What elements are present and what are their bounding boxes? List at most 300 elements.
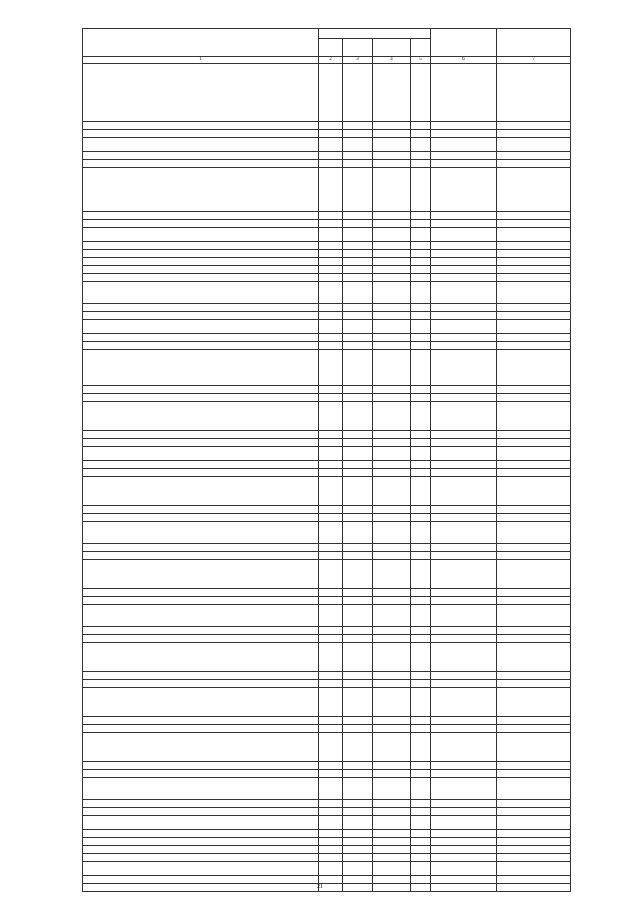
row-grbs-code [319,258,343,266]
column-number-6: 6 [431,57,497,64]
table-row [83,266,571,274]
row-expense-type-code [411,862,431,876]
row-expense-type-code [411,394,431,402]
row-expense-type-code [411,514,431,522]
row-grbs-code [319,514,343,522]
row-description [83,522,319,544]
row-description [83,854,319,862]
row-description [83,643,319,672]
row-section-code [343,560,373,589]
row-expense-type-code [411,228,431,242]
header-volume-2017 [497,29,571,57]
row-grbs-code [319,854,343,862]
row-volume-2016 [431,212,497,220]
header-volume-2016 [431,29,497,57]
row-volume-2017 [497,808,571,816]
row-description [83,266,319,274]
row-grbs-code [319,320,343,334]
row-section-code [343,469,373,477]
row-target-code [373,830,411,838]
table-row [83,643,571,672]
row-description [83,160,319,168]
row-volume-2016 [431,477,497,506]
row-description [83,846,319,854]
table-body [83,64,571,892]
row-section-code [343,320,373,334]
row-section-code [343,477,373,506]
table-row [83,168,571,212]
row-volume-2016 [431,830,497,838]
row-volume-2017 [497,469,571,477]
row-expense-type-code [411,431,431,439]
row-section-code [343,672,373,680]
row-expense-type-code [411,522,431,544]
row-target-code [373,635,411,643]
row-description [83,274,319,282]
row-volume-2017 [497,854,571,862]
row-description [83,64,319,122]
row-section-code [343,544,373,552]
table-row [83,447,571,461]
row-expense-type-code [411,250,431,258]
row-section-code [343,830,373,838]
row-volume-2016 [431,589,497,597]
table-row [83,862,571,876]
row-volume-2016 [431,130,497,138]
table-row [83,160,571,168]
table-row [83,717,571,725]
row-section-code [343,862,373,876]
row-volume-2016 [431,597,497,605]
row-section-code [343,228,373,242]
row-expense-type-code [411,439,431,447]
row-target-code [373,643,411,672]
row-expense-type-code [411,212,431,220]
row-description [83,152,319,160]
row-volume-2016 [431,439,497,447]
row-description [83,838,319,846]
table-row [83,808,571,816]
row-grbs-code [319,506,343,514]
row-volume-2017 [497,597,571,605]
row-description [83,334,319,342]
row-expense-type-code [411,266,431,274]
table-row [83,402,571,431]
table-row [83,506,571,514]
row-volume-2017 [497,320,571,334]
row-expense-type-code [411,688,431,717]
row-expense-type-code [411,469,431,477]
row-grbs-code [319,672,343,680]
row-expense-type-code [411,846,431,854]
row-section-code [343,597,373,605]
header-number [83,29,319,57]
row-section-code [343,212,373,220]
row-volume-2017 [497,274,571,282]
row-description [83,552,319,560]
table-row [83,597,571,605]
row-volume-2016 [431,274,497,282]
row-section-code [343,152,373,160]
row-section-code [343,770,373,778]
row-volume-2016 [431,122,497,130]
row-grbs-code [319,220,343,228]
row-target-code [373,778,411,800]
row-volume-2016 [431,160,497,168]
row-description [83,122,319,130]
row-description [83,469,319,477]
row-grbs-code [319,168,343,212]
row-volume-2016 [431,402,497,431]
table-row [83,350,571,386]
row-section-code [343,461,373,469]
row-expense-type-code [411,597,431,605]
row-target-code [373,228,411,242]
header-grbs [319,39,343,57]
row-description [83,672,319,680]
row-section-code [343,130,373,138]
table-row [83,733,571,762]
table-row [83,394,571,402]
row-grbs-code [319,304,343,312]
row-description [83,242,319,250]
row-target-code [373,334,411,342]
row-description [83,680,319,688]
row-target-code [373,762,411,770]
row-expense-type-code [411,560,431,589]
header-section [343,39,373,57]
row-target-code [373,717,411,725]
row-section-code [343,605,373,627]
table-row [83,242,571,250]
row-target-code [373,152,411,160]
row-grbs-code [319,130,343,138]
row-volume-2016 [431,680,497,688]
row-section-code [343,627,373,635]
row-expense-type-code [411,304,431,312]
row-description [83,816,319,830]
row-grbs-code [319,334,343,342]
row-volume-2017 [497,242,571,250]
row-volume-2016 [431,312,497,320]
row-grbs-code [319,643,343,672]
row-volume-2016 [431,846,497,854]
table-row [83,431,571,439]
table-row [83,138,571,152]
row-target-code [373,725,411,733]
row-expense-type-code [411,778,431,800]
row-grbs-code [319,266,343,274]
row-target-code [373,680,411,688]
row-grbs-code [319,242,343,250]
row-expense-type-code [411,320,431,334]
row-target-code [373,431,411,439]
row-target-code [373,800,411,808]
row-expense-type-code [411,168,431,212]
row-target-code [373,160,411,168]
row-section-code [343,334,373,342]
row-description [83,439,319,447]
row-volume-2017 [497,800,571,808]
row-volume-2016 [431,394,497,402]
row-expense-type-code [411,64,431,122]
row-section-code [343,266,373,274]
row-grbs-code [319,862,343,876]
row-grbs-code [319,122,343,130]
row-volume-2017 [497,461,571,469]
row-description [83,282,319,304]
row-target-code [373,770,411,778]
row-expense-type-code [411,762,431,770]
row-target-code [373,469,411,477]
row-volume-2017 [497,402,571,431]
row-volume-2017 [497,717,571,725]
row-description [83,688,319,717]
row-expense-type-code [411,447,431,461]
row-target-code [373,862,411,876]
row-section-code [343,876,373,884]
table-row [83,522,571,544]
row-target-code [373,168,411,212]
row-grbs-code [319,342,343,350]
row-expense-type-code [411,544,431,552]
row-section-code [343,725,373,733]
column-number-5: 5 [411,57,431,64]
table-row [83,838,571,846]
row-volume-2016 [431,514,497,522]
budget-table [82,28,571,892]
row-grbs-code [319,552,343,560]
table-row [83,770,571,778]
row-volume-2017 [497,876,571,884]
row-expense-type-code [411,312,431,320]
row-section-code [343,762,373,770]
row-volume-2016 [431,552,497,560]
row-grbs-code [319,560,343,589]
row-grbs-code [319,350,343,386]
row-grbs-code [319,152,343,160]
row-volume-2016 [431,627,497,635]
table-row [83,680,571,688]
row-volume-2017 [497,635,571,643]
row-expense-type-code [411,282,431,304]
row-volume-2017 [497,342,571,350]
row-section-code [343,800,373,808]
row-expense-type-code [411,643,431,672]
row-volume-2016 [431,560,497,589]
row-expense-type-code [411,725,431,733]
row-target-code [373,386,411,394]
row-volume-2016 [431,717,497,725]
row-grbs-code [319,838,343,846]
row-volume-2016 [431,688,497,717]
row-expense-type-code [411,627,431,635]
row-volume-2017 [497,862,571,876]
row-section-code [343,808,373,816]
table-row [83,130,571,138]
row-target-code [373,672,411,680]
row-description [83,627,319,635]
row-target-code [373,394,411,402]
row-target-code [373,130,411,138]
row-description [83,394,319,402]
row-grbs-code [319,64,343,122]
row-expense-type-code [411,220,431,228]
row-volume-2017 [497,522,571,544]
row-volume-2017 [497,589,571,597]
row-volume-2016 [431,816,497,830]
row-expense-type-code [411,808,431,816]
row-description [83,212,319,220]
row-section-code [343,304,373,312]
row-expense-type-code [411,477,431,506]
row-volume-2016 [431,220,497,228]
row-section-code [343,160,373,168]
column-number-4: 4 [373,57,411,64]
row-expense-type-code [411,402,431,431]
row-volume-2016 [431,876,497,884]
row-volume-2017 [497,643,571,672]
row-volume-2016 [431,762,497,770]
row-volume-2017 [497,160,571,168]
table-row [83,439,571,447]
table-row [83,635,571,643]
table-row [83,560,571,589]
row-description [83,605,319,627]
row-grbs-code [319,477,343,506]
row-description [83,342,319,350]
column-number-2: 2 [319,57,343,64]
row-grbs-code [319,312,343,320]
row-volume-2017 [497,477,571,506]
row-section-code [343,506,373,514]
row-grbs-code [319,589,343,597]
row-volume-2017 [497,770,571,778]
row-expense-type-code [411,838,431,846]
table-row [83,152,571,160]
table-row [83,334,571,342]
row-section-code [343,816,373,830]
row-target-code [373,220,411,228]
row-target-code [373,514,411,522]
row-volume-2016 [431,733,497,762]
row-target-code [373,64,411,122]
row-volume-2016 [431,862,497,876]
row-volume-2017 [497,334,571,342]
row-description [83,477,319,506]
row-section-code [343,514,373,522]
row-description [83,250,319,258]
row-expense-type-code [411,160,431,168]
row-grbs-code [319,605,343,627]
row-section-code [343,242,373,250]
row-description [83,725,319,733]
row-expense-type-code [411,589,431,597]
row-volume-2017 [497,762,571,770]
row-target-code [373,342,411,350]
row-target-code [373,242,411,250]
row-volume-2017 [497,228,571,242]
row-expense-type-code [411,552,431,560]
row-volume-2017 [497,266,571,274]
row-grbs-code [319,816,343,830]
row-grbs-code [319,386,343,394]
row-description [83,808,319,816]
row-description [83,431,319,439]
row-volume-2017 [497,838,571,846]
table-row [83,477,571,506]
row-volume-2016 [431,469,497,477]
row-volume-2017 [497,830,571,838]
table-row [83,627,571,635]
row-volume-2016 [431,605,497,627]
row-target-code [373,876,411,884]
row-description [83,506,319,514]
row-target-code [373,282,411,304]
row-volume-2017 [497,258,571,266]
row-target-code [373,627,411,635]
row-grbs-code [319,688,343,717]
row-expense-type-code [411,635,431,643]
row-section-code [343,138,373,152]
table-row [83,544,571,552]
row-description [83,544,319,552]
row-description [83,635,319,643]
row-target-code [373,552,411,560]
row-volume-2017 [497,846,571,854]
row-grbs-code [319,770,343,778]
row-section-code [343,282,373,304]
row-section-code [343,552,373,560]
table-row [83,469,571,477]
row-grbs-code [319,808,343,816]
row-section-code [343,274,373,282]
row-grbs-code [319,544,343,552]
row-volume-2017 [497,552,571,560]
table-row [83,672,571,680]
row-volume-2017 [497,506,571,514]
row-grbs-code [319,733,343,762]
row-grbs-code [319,250,343,258]
row-description [83,304,319,312]
row-volume-2016 [431,258,497,266]
table-row [83,386,571,394]
row-description [83,830,319,838]
row-expense-type-code [411,342,431,350]
table-row [83,514,571,522]
row-expense-type-code [411,672,431,680]
budget-table-sheet [82,28,570,892]
row-volume-2016 [431,770,497,778]
row-volume-2017 [497,431,571,439]
row-volume-2017 [497,394,571,402]
table-row [83,854,571,862]
row-section-code [343,778,373,800]
row-target-code [373,402,411,431]
column-number-7: 7 [497,57,571,64]
table-row [83,342,571,350]
row-description [83,560,319,589]
row-volume-2017 [497,439,571,447]
row-description [83,138,319,152]
table-row [83,830,571,838]
row-volume-2016 [431,168,497,212]
table-row [83,552,571,560]
row-target-code [373,733,411,762]
row-description [83,778,319,800]
row-description [83,312,319,320]
row-volume-2017 [497,312,571,320]
